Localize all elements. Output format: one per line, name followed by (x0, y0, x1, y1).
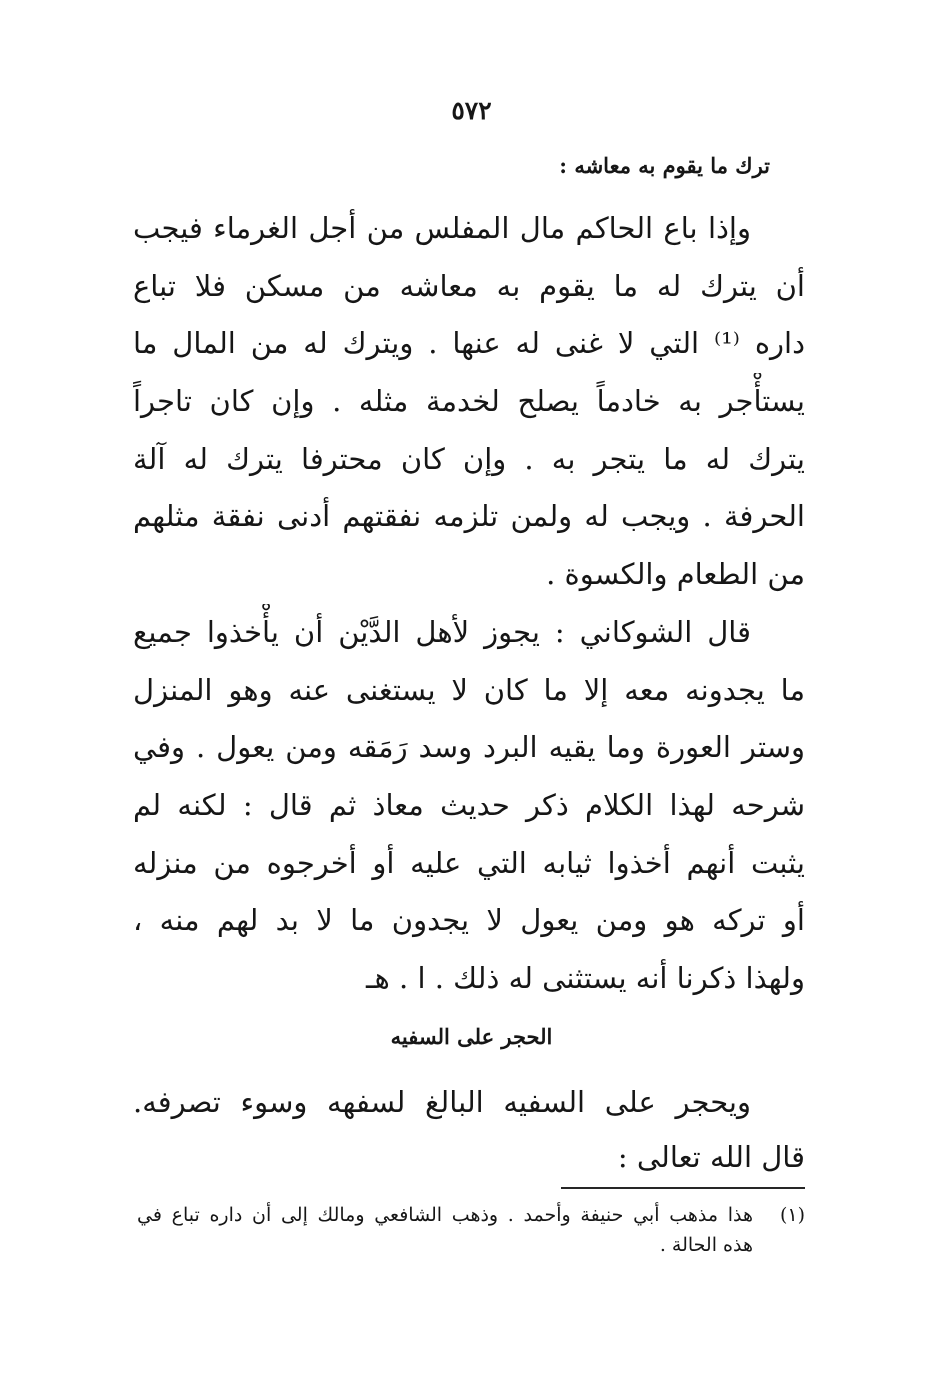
page-number: ٥٧٢ (451, 96, 492, 125)
paragraph-interdiction (133, 1075, 805, 1185)
section-heading-leave-livelihood: ترك ما يقوم به معاشه : (559, 153, 770, 178)
text-line: من الطعام والكسوة . (546, 557, 805, 592)
text-line: ويحجر على السفيه البالغ لسفهه وسوء تصرفه. (133, 1085, 751, 1119)
section-heading-interdiction-foolish: الحجر على السفيه (390, 1024, 553, 1049)
footnote-marker: (١) (779, 1204, 805, 1226)
footnote-line (133, 1230, 805, 1260)
paragraph-bankrupt-assets (133, 200, 805, 604)
footnote-divider (561, 1187, 805, 1189)
text-line: وإذا باع الحاكم مال المفلس من أجل الغرماء فيجب (133, 211, 751, 245)
text-line: قال الله تعالى : (617, 1140, 805, 1174)
paragraph-shawkani-quote (133, 604, 805, 1008)
footnote-text: هذه الحالة . (659, 1234, 753, 1256)
text-line: داره ⁽¹⁾ التي لا غنى له عنها . ويترك له من المال ما (133, 326, 805, 361)
text-line: الحرفة . ويجب له ولمن تلزمه نفقتهم أدنى نفقة مثلهم (133, 499, 805, 534)
text-line: قال الشوكاني : يجوز لأهل الدَّيْن أن يأْخذوا جميع (133, 615, 751, 649)
text-line: شرحه لهذا الكلام ذكر حديث معاذ ثم قال : لكنه لم (133, 788, 805, 823)
text-line: ما يجدونه معه إلا ما كان لا يستغنى عنه وهو المنزل (133, 672, 805, 707)
footnote-line (133, 1200, 805, 1230)
text-line: يثبت أنهم أخذوا ثيابه التي عليه أو أخرجوه من منزله (133, 845, 805, 880)
text-line: أن يترك له ما يقوم به معاشه من مسكن فلا تباع (133, 268, 805, 303)
text-line: أو تركه هو ومن يعول لا يجدون ما لا بد لهم منه ، (133, 903, 805, 938)
text-line: ولهذا ذكرنا أنه يستثنى له ذلك . ا . هـ (366, 961, 805, 996)
text-line: وستر العورة وما يقيه البرد وسد رَمَقه ومن يعول . وفي (133, 730, 805, 765)
footnote-text: هذا مذهب أبي حنيفة وأحمد . وذهب الشافعي ومالك إلى أن داره تباع في (137, 1204, 753, 1226)
footnote (133, 1200, 805, 1260)
text-line: يستأْجر به خادماً يصلح لخدمة مثله . وإن كان تاجراً (133, 384, 805, 419)
text-line: يترك له ما يتجر به . وإن كان محترفا يترك له آلة (133, 441, 805, 476)
